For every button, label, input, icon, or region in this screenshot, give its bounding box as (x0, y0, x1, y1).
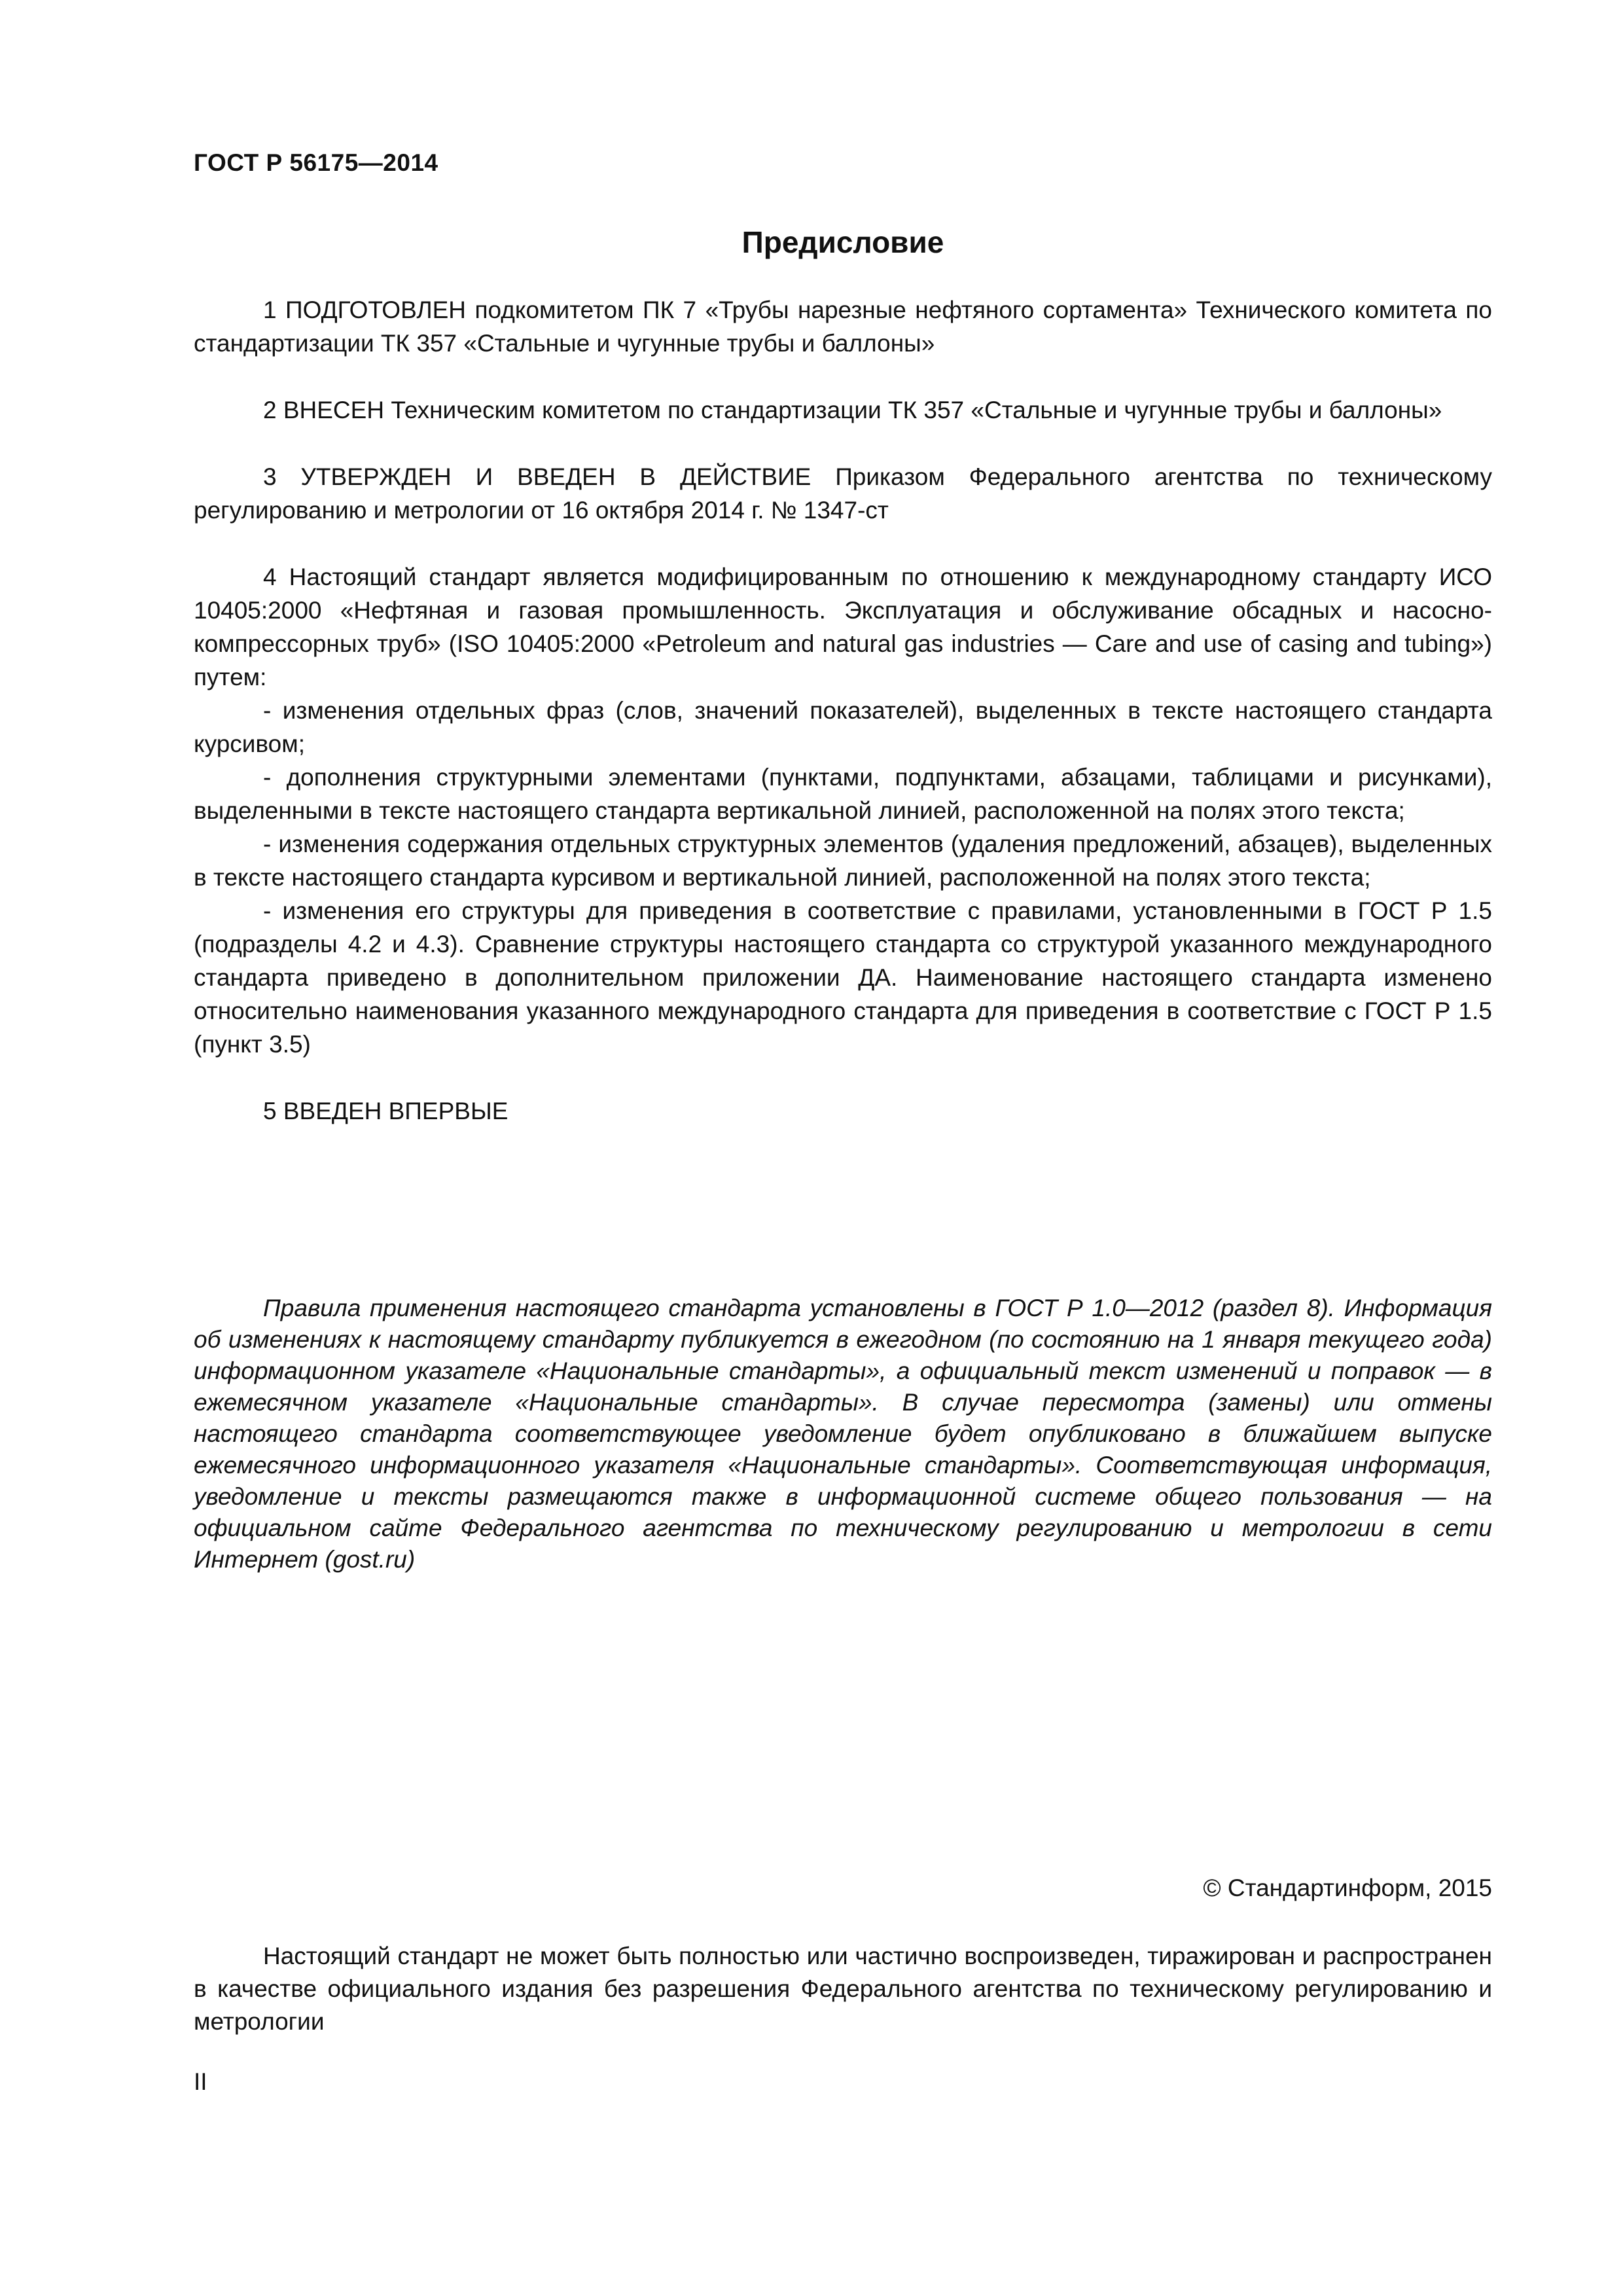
reproduction-notice (194, 1940, 1492, 2038)
page-number: II (194, 2068, 207, 2095)
foreword-item-1: 1 ПОДГОТОВЛЕН подкомитетом ПК 7 «Трубы нарезные нефтяного сортамента» Технического комитета по стандартизации ТК 357 «Стальные и чугунные трубы и баллоны» (194, 296, 1492, 357)
modification-item: - изменения его структуры для приведения в соответствие с правилами, установленными в ГОСТ Р 1.5 (подразделы 4.2 и 4.3). Сравнение структуры настоящего стандарта со структурой указанного международного стандарта приведено в дополнительном приложении ДА. Наименование настоящего стандарта изменено относительно наименования указанного международного стандарта для приведения в соответствие с ГОСТ Р 1.5 (пункт 3.5) (194, 897, 1492, 1058)
foreword-item-5: 5 ВВЕДЕН ВПЕРВЫЕ (263, 1098, 508, 1124)
application-notice (194, 1293, 1492, 1575)
foreword-body (194, 293, 1492, 1128)
page-title: Предисловие (741, 225, 944, 259)
document-code: ГОСТ Р 56175—2014 (194, 149, 438, 176)
modification-item: - изменения отдельных фраз (слов, значений показателей), выделенных в тексте настоящего стандарта курсивом; (194, 697, 1492, 757)
modification-item: - дополнения структурными элементами (пунктами, подпунктами, абзацами, таблицами и рисунками), выделенными в тексте настоящего стандарта вертикальной линией, расположенной на полях этого текста; (194, 764, 1492, 824)
notice-text: Правила применения настоящего стандарта установлены в ГОСТ Р 1.0—2012 (раздел 8). Информация об изменениях к настоящему стандарту публикуется в ежегодном (по состоянию на 1 января текущего года) информационном указателе «Национальные стандарты», а официальный текст изменений и поправок — в ежемесячном указателе «Национальные стандарты». В случае пересмотра (замены) или отмены настоящего стандарта соответствующее уведомление будет опубликовано в ближайшем выпуске ежемесячного информационного указателя «Национальные стандарты». Соответствующая информация, уведомление и тексты размещаются также в информационной системе общего пользования — на официальном сайте Федерального агентства по техническому регулированию и метрологии в сети Интернет (gost.ru) (194, 1295, 1492, 1573)
foreword-item-2: 2 ВНЕСЕН Техническим комитетом по стандартизации ТК 357 «Стальные и чугунные трубы и баллоны» (263, 397, 1442, 423)
document-page (194, 0, 1492, 2296)
copyright-line: © Стандартинформ, 2015 (1203, 1874, 1492, 1901)
modification-item: - изменения содержания отдельных структурных элементов (удаления предложений, абзацев), выделенных в тексте настоящего стандарта курсивом и вертикальной линией, расположенной на полях этого текста; (194, 831, 1492, 891)
reproduction-text: Настоящий стандарт не может быть полностью или частично воспроизведен, тиражирован и распространен в качестве официального издания без разрешения Федерального агентства по техническому регулированию и метрологии (194, 1943, 1492, 2035)
foreword-item-3: 3 УТВЕРЖДЕН И ВВЕДЕН В ДЕЙСТВИЕ Приказом Федерального агентства по техническому регулированию и метрологии от 16 октября 2014 г. № 1347-ст (194, 463, 1492, 524)
foreword-item-4: 4 Настоящий стандарт является модифицированным по отношению к международному стандарту ИСО 10405:2000 «Нефтяная и газовая промышленность. Эксплуатация и обслуживание обсадных и насосно-компрессорных труб» (ISO 10405:2000 «Petroleum and natural gas industries — Care and use of casing and tubing») путем: (194, 564, 1492, 691)
